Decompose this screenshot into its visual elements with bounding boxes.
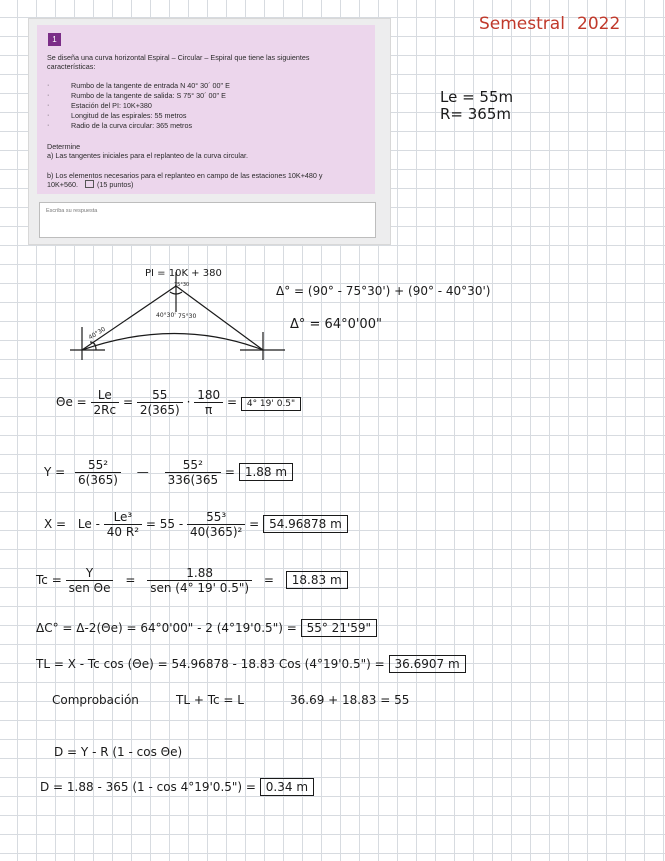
tc-frac-2 [147,566,252,595]
tc-lhs: Tc = [36,573,62,587]
tc-result: 18.83 m [286,571,348,589]
bullet-icon: · [47,112,50,119]
x-n2: 55³ [187,510,245,525]
question-body [37,25,375,194]
theta-dot: · [186,395,191,409]
part-a: a) Las tangentes iniciales para el replanteo de la curva circular. [47,151,248,160]
bullet-item: Rumbo de la tangente de entrada N 40° 30´ 00" E [71,81,230,90]
bullet-item: Rumbo de la tangente de salida: S 75° 30´ 00" E [71,91,226,100]
bullet-item: Longitud de las espirales: 55 metros [71,111,187,120]
theta-frac-2 [137,388,183,417]
y-result: 1.88 m [239,463,293,481]
theta-eq2: = [226,395,238,409]
theta-n1: Le [91,388,120,403]
x-frac-2 [187,510,245,539]
bullet-item: Radio de la curva circular: 365 metros [71,121,193,130]
bullet-icon: · [47,122,50,129]
note-icon [85,180,94,188]
tc-d2: sen (4° 19' 0.5") [150,581,250,595]
d-expr: D = 1.88 - 365 (1 - cos 4°19'0.5") = [40,780,256,794]
x-eq2: = [249,517,260,531]
x-result: 54.96878 m [263,515,348,533]
dc-expr: ΔC° = Δ-2(Θe) = 64°0'00" - 2 (4°19'0.5") = [36,621,297,635]
tc-equation [36,566,348,595]
angle-left: 40°30 [87,325,107,342]
tc-eq1: = [125,573,136,587]
y-equation [44,458,293,487]
bullet-icon: · [47,102,50,109]
angle-top: 75°30 [174,282,190,288]
d-equation [40,780,314,794]
angle-mid-left: 40°30' [156,312,176,319]
question-card [28,18,391,245]
theta-n3: 180 [194,388,223,403]
y-eq: = [224,465,235,479]
pi-label: PI = 10K + 380 [145,268,222,279]
y-lhs: Y = [44,465,66,479]
tc-n2: 1.88 [147,566,252,581]
answer-placeholder: Escriba su respuesta [46,208,98,214]
d-result: 0.34 m [260,778,314,796]
tc-n1: Y [66,566,114,581]
question-intro-cont: características: [47,62,96,71]
answer-input[interactable] [39,202,376,238]
y-n2: 55² [165,458,222,473]
question-number-badge: 1 [48,33,61,46]
bullet-item: Estación del PI: 10K+380 [71,101,152,110]
x-t1: Le [77,517,92,531]
x-minus: - [95,517,100,531]
tl-expr: TL = X - Tc cos (Θe) = 54.96878 - 18.83 Cos (4°19'0.5") = [36,657,385,671]
theta-frac-3 [194,388,223,417]
tc-frac-1 [66,566,114,595]
x-n1: Le³ [104,510,142,525]
check-sum: 36.69 + 18.83 = 55 [290,693,410,707]
y-minus: — [136,465,149,479]
theta-eq1: = [122,395,133,409]
check-eq: TL + Tc = L [176,693,244,707]
determine-label: Determine [47,142,81,151]
tc-d1: sen Θe [68,581,111,595]
delta-result: Δ° = 64°0'00" [290,317,382,332]
part-b-stations: 10K+560. [47,180,78,189]
theta-lhs: Θe = [56,395,87,409]
theta-equation [56,388,301,417]
x-d1: 40 R² [106,525,140,539]
part-b: b) Los elementos necesarios para el replanteo en campo de las estaciones 10K+480 y [47,171,323,180]
check-label: Comprobación [52,693,139,707]
theta-n2: 55 [137,388,183,403]
tl-equation [36,657,466,671]
tc-eq2: = [263,573,274,587]
theta-result: 4° 19' 0.5" [241,397,301,411]
y-d2: 336(365 [167,473,219,487]
curve-arc [82,334,263,351]
x-t2: 55 - [159,517,184,531]
x-eq1: = [145,517,156,531]
given-le: Le = 55m [440,88,514,106]
question-intro: Se diseña una curva horizontal Espiral – Circular – Espiral que tiene las siguientes [47,53,310,62]
given-r: R= 365m [440,105,512,123]
dc-equation [36,621,377,635]
x-equation [44,510,348,539]
theta-frac-1 [91,388,120,417]
dc-result: 55° 21'59" [301,619,377,637]
semester-label: Semestral [479,14,565,34]
points-label: (15 puntos) [96,180,134,189]
theta-d3: π [205,403,213,417]
delta-sum: Δ° = (90° - 75°30') + (90° - 40°30') [276,284,491,298]
angle-mid-right: 75°30 [178,313,197,320]
y-frac-2 [165,458,222,487]
theta-d2: 2(365) [139,403,180,417]
theta-d1: 2Rc [93,403,117,417]
x-frac-1 [104,510,142,539]
y-frac-1 [75,458,121,487]
y-n1: 55² [75,458,121,473]
y-d1: 6(365) [78,473,118,487]
tl-result: 36.6907 m [389,655,466,673]
year-label: 2022 [577,14,621,34]
bullet-icon: · [47,82,50,89]
x-lhs: X = [44,517,67,531]
part-b-cont [47,180,133,189]
x-d2: 40(365)² [189,525,243,539]
d-formula: D = Y - R (1 - cos Θe) [54,745,183,759]
bullet-icon: · [47,92,50,99]
